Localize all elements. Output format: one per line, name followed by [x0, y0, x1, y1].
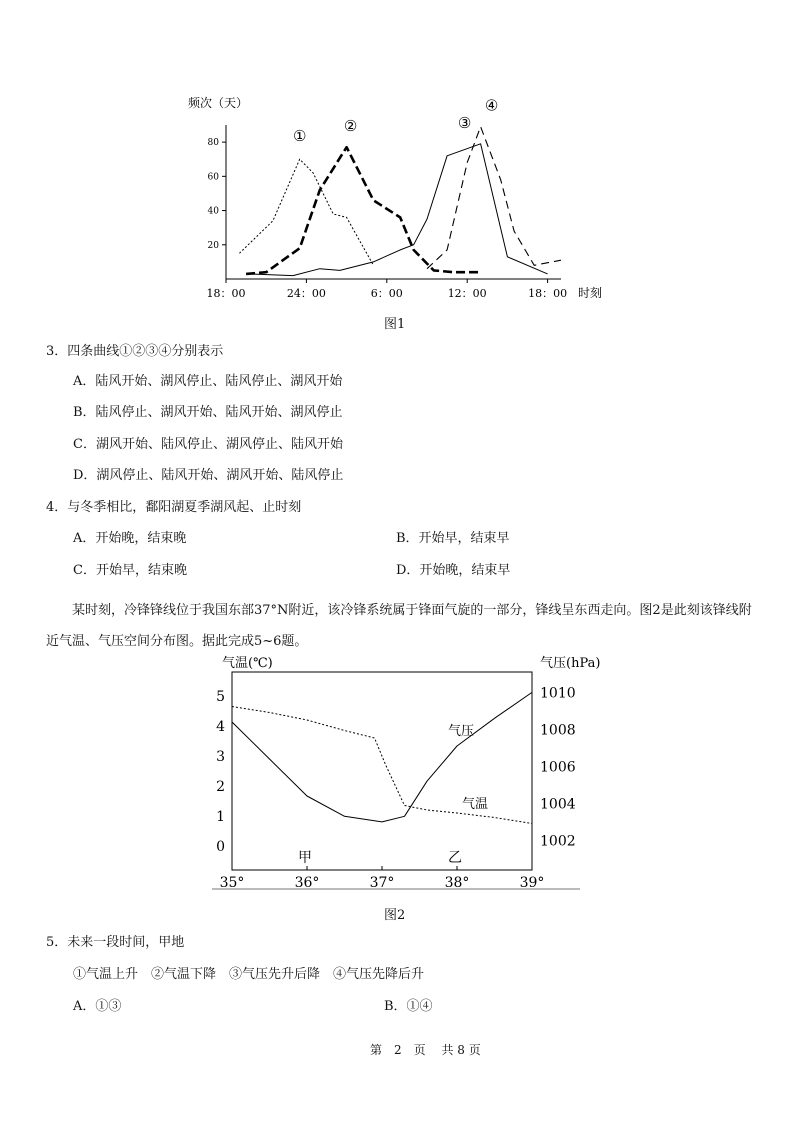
- fig2-x-tick-label: 35°: [219, 875, 245, 891]
- question-3-option-d[interactable]: D．湖风停止、陆风开始、湖风开始、陆风停止: [73, 468, 344, 483]
- fig1-ylabel: 频次（天）: [188, 96, 249, 110]
- fig2-series-label-2: 气温: [462, 797, 489, 812]
- fig1-x-tick-label: 18：00: [528, 287, 568, 300]
- fig2-y2-tick-label: 1010: [540, 685, 576, 702]
- question-3-option-a[interactable]: A．陆风开始、湖风停止、陆风停止、湖风开始: [73, 374, 343, 389]
- fig1-series-line-1: [239, 159, 373, 265]
- question-5-option-b[interactable]: B．①④: [384, 999, 433, 1014]
- material-intro: 某时刻，冷锋锋线位于我国东部37°N附近，该冷锋系统属于锋面气旋的一部分，锋线呈东西走向。图2是此刻该锋线附近气温、气压空间分布图。据此完成5~6题。: [46, 603, 752, 649]
- fig2-x-tick-label: 39°: [519, 875, 545, 891]
- fig1-series-label-3: ③: [457, 113, 472, 132]
- question-4-option-b[interactable]: B．开始早，结束早: [396, 531, 510, 546]
- question-4-option-a[interactable]: A．开始晚，结束晚: [73, 531, 187, 546]
- fig2-y2-tick-label: 1006: [540, 759, 576, 776]
- fig1-series-line-4: [427, 127, 561, 269]
- question-3-option-b[interactable]: B．陆风停止、湖风开始、陆风开始、湖风停止: [73, 405, 343, 420]
- fig1-x-tick-label: 24：00: [286, 287, 326, 300]
- question-3-option-c[interactable]: C．湖风开始、陆风停止、湖风停止、陆风开始: [73, 437, 343, 452]
- fig1-y-tick-label: 80: [207, 138, 219, 149]
- fig2-x-tick-label: 36°: [294, 875, 320, 891]
- fig2-y-tick-label: 3: [216, 749, 225, 765]
- question-5-stem: 5．未来一段时间，甲地: [46, 935, 185, 950]
- figure-1-caption: 图1: [384, 317, 406, 332]
- fig1-x-tick-label: 6：00: [370, 287, 403, 300]
- question-4-stem: 4．与冬季相比，鄱阳湖夏季湖风起、止时刻: [46, 500, 302, 515]
- fig1-series-label-1: ①: [292, 127, 307, 146]
- fig2-y2-tick-label: 1008: [540, 722, 576, 739]
- fig2-point-label: 甲: [298, 850, 312, 866]
- fig1-series-line-2: [246, 147, 481, 274]
- fig1-x-tick-label: 12：00: [447, 287, 487, 300]
- figure-2-caption: 图2: [384, 908, 406, 923]
- fig1-series-line-3: [246, 144, 547, 276]
- fig1-y-tick-label: 60: [207, 172, 219, 183]
- fig2-y-tick-label: 0: [216, 839, 225, 855]
- question-4-option-c[interactable]: C．开始早，结束晚: [73, 563, 187, 578]
- fig2-ylabel-left: 气温(℃): [222, 656, 273, 671]
- fig1-y-tick-label: 40: [207, 206, 219, 217]
- fig1-series-label-2: ②: [343, 117, 358, 136]
- fig2-x-tick-label: 37°: [369, 875, 395, 891]
- fig2-y2-tick-label: 1002: [540, 833, 576, 850]
- fig2-y-tick-label: 1: [216, 809, 225, 825]
- fig1-series-label-4: ④: [484, 96, 499, 115]
- fig2-point-label: 乙: [448, 850, 462, 866]
- question-5-option-a[interactable]: A．①③: [73, 999, 122, 1014]
- page-footer: 第 2 页 共 8 页: [370, 1043, 481, 1057]
- fig2-plot-frame: [232, 672, 532, 870]
- fig2-ylabel-right: 气压(hPa): [540, 656, 601, 671]
- fig1-xlabel: 时刻: [578, 286, 603, 300]
- question-3-stem: 3．四条曲线①②③④分别表示: [46, 344, 224, 359]
- fig2-y-tick-label: 5: [216, 689, 225, 705]
- figure-2-chart: [0, 640, 794, 900]
- question-5-statements: ①气温上升 ②气温下降 ③气压先升后降 ④气压先降后升: [73, 967, 425, 982]
- fig2-x-tick-label: 38°: [444, 875, 470, 891]
- fig2-y-tick-label: 4: [216, 719, 225, 735]
- question-4-option-d[interactable]: D．开始晚，结束早: [396, 563, 511, 578]
- fig2-y-tick-label: 2: [216, 779, 225, 795]
- fig2-y2-tick-label: 1004: [540, 796, 576, 813]
- fig1-x-tick-label: 18：00: [206, 287, 246, 300]
- fig1-y-tick-label: 20: [207, 240, 219, 251]
- figure-1-chart: [0, 0, 794, 330]
- fig2-series-label-1: 气压: [448, 724, 475, 739]
